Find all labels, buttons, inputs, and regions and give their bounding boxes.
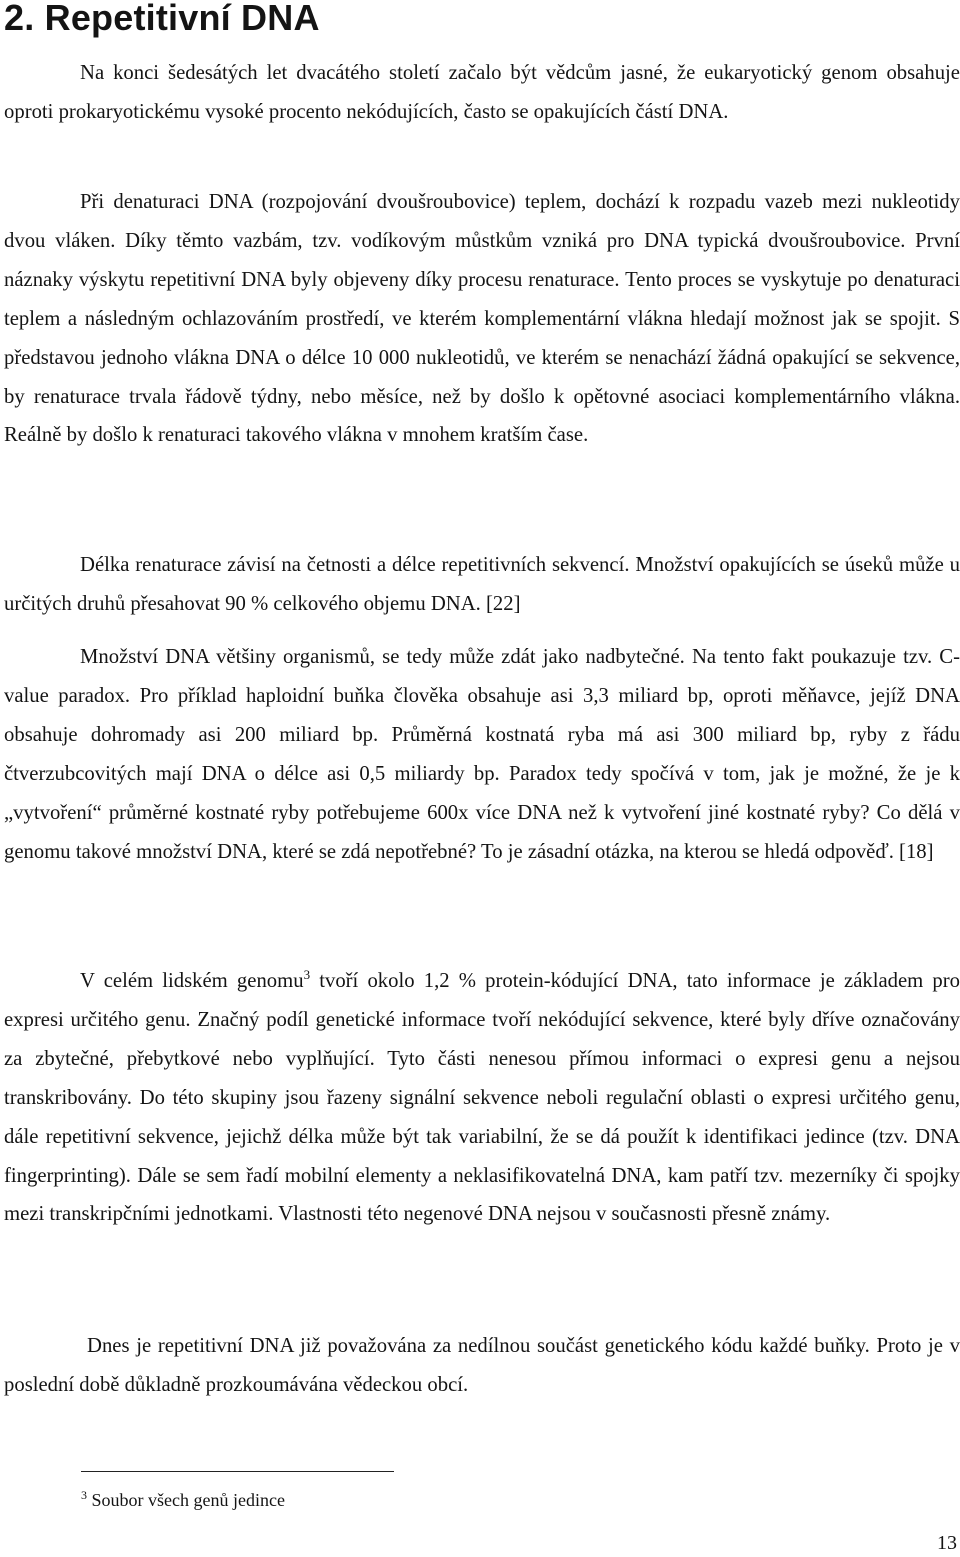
footnote-separator [81, 1471, 394, 1472]
section-heading: 2. Repetitivní DNA [4, 0, 320, 38]
paragraph-human-genome-text-start: V celém lidském genomu [80, 970, 304, 992]
footnote-reference: 3 [303, 967, 311, 982]
paragraph-denaturation: Při denaturaci DNA (rozpojování dvoušroubovice) teplem, dochází k rozpadu vazeb mezi nukleotidy dvou vláken. Díky těmto vazbám, tzv. vodíkovým můstkům vzniká pro DNA typická dvoušroubovice. První náznaky výskytu repetitivní DNA byly objeveny díky procesu renaturace. Tento proces se vyskytuje po denaturaci teplem a následným ochlazováním prostředí, ve kterém komplementární vlákna hledají možnost jak se spojit. S představou jednoho vlákna DNA o délce 10 000 nukleotidů, ve kterém se nenachází žádná opakující se sekvence, by renaturace trvala řádově týdny, nebo měsíce, než by došlo k opětovné asociaci komplementárního vlákna. Reálně by došlo k renaturaci takového vlákna v mnohem kratším čase. [4, 191, 960, 447]
paragraph-renaturation-length: Délka renaturace závisí na četnosti a délce repetitivních sekvencí. Množství opakujících se úseků může u určitých druhů přesahovat 90 % celkového objemu DNA. [22] [4, 554, 960, 615]
paragraph-human-genome [4, 962, 960, 1234]
footnote [81, 1488, 285, 1512]
footnote-text: Soubor všech genů jedince [87, 1490, 285, 1510]
footnote-number: 3 [81, 1488, 87, 1502]
paragraph-intro: Na konci šedesátých let dvacátého století začalo být vědcům jasné, že eukaryotický genom obsahuje oproti prokaryotickému vysoké procento nekódujících, často se opakujících částí DNA. [4, 62, 960, 123]
paragraph-conclusion: Dnes je repetitivní DNA již považována za nedílnou součást genetického kódu každé buňky. Proto je v poslední době důkladně prozkoumávána vědeckou obcí. [4, 1335, 960, 1396]
page-number: 13 [937, 1532, 957, 1554]
paragraph-human-genome-text-end: tvoří okolo 1,2 % protein-kódující DNA, tato informace je základem pro expresi určitého genu. Značný podíl genetické informace tvoří nekódující sekvence, které byly dříve označovány za zbytečné, přebytkové nebo vyplňující. Tyto části nenesou přímou informaci o expresi genu a nejsou transkribovány. Do této skupiny jsou řazeny signální sekvence neboli regulační oblasti o expresi určitého genu, dále repetitivní sekvence, jejichž délka může být tak variabilní, že se dá použít k identifikaci jedince (tzv. DNA fingerprinting). Dále se sem řadí mobilní elementy a neklasifikovatelná DNA, kam patří tzv. mezerníky či spojky mezi transkripčními jednotkami. Vlastnosti této negenové DNA nejsou v současnosti přesně známy. [4, 970, 960, 1226]
paragraph-c-value-paradox: Množství DNA většiny organismů, se tedy může zdát jako nadbytečné. Na tento fakt poukazuje tzv. C-value paradox. Pro příklad haploidní buňka člověka obsahuje asi 3,3 miliard bp, oproti měňavce, jejíž DNA obsahuje dohromady asi 200 miliard bp. Průměrná kostnatá ryba má asi 300 miliard bp, ryby z řádu čtverzubcovitých mají DNA o délce asi 0,5 miliardy bp. Paradox tedy spočívá v tom, jak je možné, že je k „vytvoření“ průměrné kostnaté ryby potřebujeme 600x více DNA než k vytvoření jiné kostnaté ryby? Co dělá v genomu takové množství DNA, které se zdá nepotřebné? To je zásadní otázka, na kterou se hledá odpověď. [18] [4, 646, 960, 863]
